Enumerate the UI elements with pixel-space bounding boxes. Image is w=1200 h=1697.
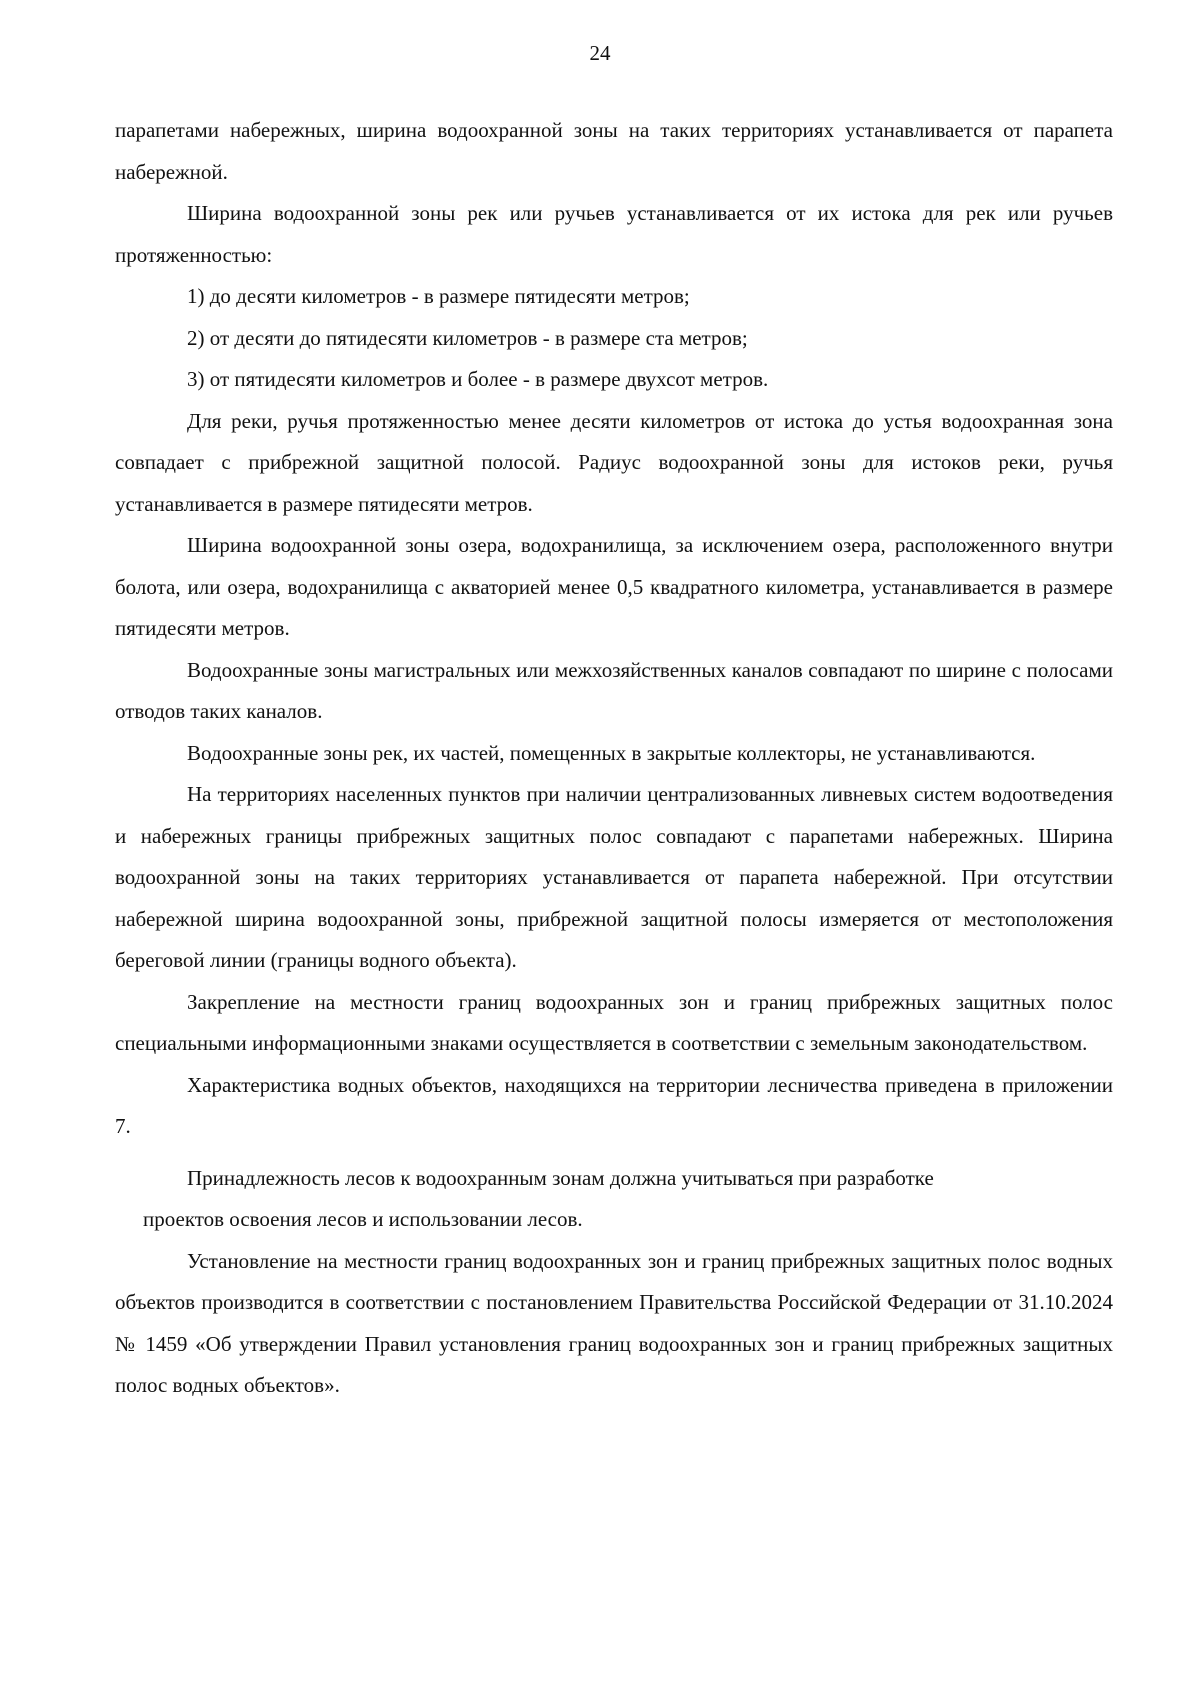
paragraph-river-zone-width: Ширина водоохранной зоны рек или ручьев устанавливается от их истока для рек или ручьев протяженностью:	[115, 201, 1113, 267]
paragraph-canals: Водоохранные зоны магистральных или межхозяйственных каналов совпадают по ширине с полосами отводов таких каналов.	[115, 657, 1113, 723]
paragraph-settlements: На территориях населенных пунктов при наличии централизованных ливневых систем водоотведения и набережных границы прибрежных защитных полос совпадают с парапетами набережных. Ширина водоохранной зоны на таких территориях устанавливается от парапета набережной. При отсутствии набережной ширина водоохранной зоны, прибрежной защитной полосы измеряется от местоположения береговой линии (границы водного объекта).	[115, 782, 1113, 972]
list-item: 2) от десяти до пятидесяти километров - в размере ста метров;	[187, 325, 748, 350]
page-number: 24	[589, 41, 611, 65]
paragraph-government-decree: Установление на местности границ водоохранных зон и границ прибрежных защитных полос водных объектов производится в соответствии с постановлением Правительства Российской Федерации от 31.10.2024 № 1459 «Об утверждении Правил установления границ водоохранных зон и границ прибрежных защитных полос водных объектов».	[115, 1248, 1113, 1397]
document-body	[115, 110, 1113, 1407]
paragraph-forest-zones-line1: Принадлежность лесов к водоохранным зонам должна учитываться при разработке	[187, 1165, 934, 1190]
paragraph-forest-zones-line2: проектов освоения лесов и использовании лесов.	[143, 1207, 583, 1231]
paragraph-water-objects: Характеристика водных объектов, находящихся на территории лесничества приведена в приложении 7.	[115, 1072, 1113, 1138]
paragraph-forest-zones	[115, 1158, 1113, 1241]
paragraph-continuation: парапетами набережных, ширина водоохранной зоны на таких территориях устанавливается от парапета набережной.	[115, 118, 1113, 184]
paragraph-short-rivers: Для реки, ручья протяженностью менее десяти километров от истока до устья водоохранная зона совпадает с прибрежной защитной полосой. Радиус водоохранной зоны для истоков реки, ручья устанавливается в размере пятидесяти метров.	[115, 408, 1113, 516]
paragraph-lake-zone: Ширина водоохранной зоны озера, водохранилища, за исключением озера, расположенного внутри болота, или озера, водохранилища с акваторией менее 0,5 квадратного километра, устанавливается в размере пятидесяти метров.	[115, 533, 1113, 640]
list-item: 1) до десяти километров - в размере пятидесяти метров;	[187, 284, 690, 308]
paragraph-boundary-signs: Закрепление на местности границ водоохранных зон и границ прибрежных защитных полос специальными информационными знаками осуществляется в соответствии с земельным законодательством.	[115, 989, 1113, 1055]
list-item: 3) от пятидесяти километров и более - в размере двухсот метров.	[187, 367, 769, 391]
paragraph-closed-collectors: Водоохранные зоны рек, их частей, помещенных в закрытые коллекторы, не устанавливаются.	[187, 740, 1036, 765]
